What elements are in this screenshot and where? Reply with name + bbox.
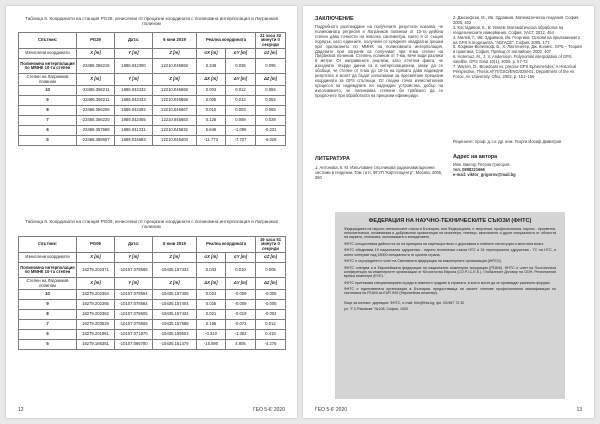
value-cell: 0.005: [197, 95, 226, 105]
table-row: [19, 299, 286, 309]
value-cell: 1888.042432: [115, 85, 153, 95]
value-cell: 0.012: [256, 319, 286, 329]
value-cell: Y [m]: [115, 278, 153, 290]
value-cell: 0.126: [197, 115, 226, 125]
row-label-cell: 7: [19, 115, 77, 125]
value-cell: 0.024: [197, 289, 226, 299]
value-cell: -0.019: [226, 309, 256, 319]
value-cell: Y [m]: [115, 49, 153, 59]
value-cell: -19435.157433: [153, 263, 197, 278]
value-cell: -10107.078564: [115, 299, 153, 309]
value-cell: -10107.078609: [115, 319, 153, 329]
value-cell: Z [m]: [153, 74, 197, 86]
table-row: [19, 125, 286, 135]
value-cell: σY [m]: [226, 49, 256, 59]
value-cell: Z [m]: [153, 253, 197, 263]
literature-list-right: [453, 16, 583, 80]
value-cell: -23486.356206: [77, 105, 115, 115]
row-label-cell: Степен на Лагранжов полином: [19, 278, 77, 290]
value-cell: 16279.202364: [77, 289, 115, 299]
conclusion-text: Подробното разглеждане на получените резултати показва, че полиномната регресия и Лагранжов полином от 10-та дейбна степен дава точности на няколко сантиметра, които я от същия порядък, като единните, получени от средните квадратни грешки при прилагането по ММНК на полиномната интерполация. Дадените при лагранж са получават при 8-ма степен на Лагранжов полином. Степень полином от 7-ма, вече води разлики в метри. От направените анализи, като отчетем факта, че изходните твърди данни са в интерполационни, може да се обобщи, че степен от 6-ма до 10-та на пряката дава надеждни резултати и могат да бъдат използвани за пресмятане прецизни координати за GPS спътници. От гледна точка изчислителния процесса на надеждните на надеждни устройства, добър на използването, че полиномна степени би трябвало да се предпочете при обработката на прецизни ефемериди.: [315, 24, 443, 98]
row-label-cell: Полиномна интерполация по ММНК 10-та степен: [19, 263, 77, 278]
value-cell: 0.025: [197, 299, 226, 309]
row-label-cell: 5: [19, 339, 77, 349]
value-cell: ΔY [m]: [226, 74, 256, 86]
header-cell: Спътник:: [19, 33, 77, 49]
value-cell: 1888.042390: [115, 59, 153, 74]
value-cell: Y [m]: [115, 253, 153, 263]
notice-paragraph: Федерацията на научно-техническите съюзи в България, или Федерацията, е творческа, професионална, научно - просветна, неполитическа, независима и доброволна организация на инженери, техници, икономисти и други специалисти от областта на науката, техниката, икономиката и земеделието.: [344, 226, 556, 240]
left-page: [6, 6, 297, 418]
value-cell: -10107.065780: [115, 339, 153, 349]
value-cell: 0.036: [226, 59, 256, 74]
header-cell: 21 часа 32 минути 0 секунди: [256, 33, 286, 49]
row-label-cell: 7: [19, 319, 77, 329]
table-row: [19, 135, 286, 145]
coordinates-table-pg29: [18, 32, 286, 146]
value-cell: -10107.071970: [115, 329, 153, 339]
row-label-cell: 9: [19, 299, 77, 309]
table-6-caption: Таблица 6. Координати на станция PG09, изчислени от прецизни координати с полиномна интерполация и Лагранжов полином: [25, 219, 278, 230]
value-cell: -6.026: [256, 135, 286, 145]
value-cell: 12210.045632: [153, 125, 197, 135]
table-row: [19, 253, 286, 263]
value-cell: 16279.202371: [77, 263, 115, 278]
notice-contact: Лице за контакт: дирекция: ФНТС, e-mail: fnts@fnts.bg, фн. 02/987 72 30: [344, 300, 465, 305]
value-cell: 0.003: [226, 105, 256, 115]
value-cell: 0.004: [197, 85, 226, 95]
value-cell: X [m]: [77, 74, 115, 86]
value-cell: -0.004: [256, 309, 286, 319]
reference-item: 2. Джозефски, М., Ив. Здравков. Математическа геодезия. София, 2005, 402: [453, 15, 580, 25]
value-cell: -19435.159502: [153, 329, 197, 339]
row-label-cell: 6: [19, 329, 77, 339]
fnts-notice-box: [335, 212, 565, 399]
value-cell: -23486.356220: [77, 115, 115, 125]
value-cell: -0.009: [226, 299, 256, 309]
value-cell: -23486.357569: [77, 125, 115, 135]
value-cell: ΔX [m]: [197, 278, 226, 290]
notice-paragraph: ФНТС обединява 19 национални сдружения - научно-технически съюзи НТС и 34 териториални сдружения - ТС на НТС, в които членуват над 15000 специалисти от цялата страна.: [344, 248, 556, 257]
notice-paragraph: ФНТС членува и в Европейската федерация на национални инженерни асоциации (FEANI), ФНТС е член на Постоянната конференция на инженерните организации от Югоизточна Европа (CO.P.I.C.E.E.), Глобалният Договор на ООН, Регионалния мрежа инженери (EYE).: [344, 265, 556, 279]
value-cell: -19435.161479: [153, 339, 197, 349]
notice-title: ФЕДЕРАЦИЯ НА НАУЧНО-ТЕХНИЧЕСКИТЕ СЪЮЗИ (ФНТС): [368, 218, 532, 224]
value-cell: Z [m]: [153, 49, 197, 59]
value-cell: 0.012: [226, 85, 256, 95]
reference-item: 4. Милев, Г., Ив. Здравков, Ив. Георгиев. Основи на приложението на GPS в геодезията. "АВГАСЕ", София, 2005, 177: [453, 34, 581, 45]
coordinates-table-pg09: [18, 236, 286, 350]
value-cell: 12210.045683: [153, 115, 197, 125]
row-label-cell: Изчислени координати: [19, 253, 77, 263]
value-cell: 0.195: [197, 319, 226, 329]
value-cell: 0.418: [256, 329, 286, 339]
reference-item: 3. Костадинов, К., В. Илиев, Математическа обработка на геодезическите измервания. София, УАСГ, 2012, 464: [453, 24, 564, 35]
value-cell: 0.029: [256, 115, 286, 125]
notice-paragraph: ФНТС е единствената организация в България, предоставяща на своите членове професионални квалификации по системата на FEANI за EUR ING (Европейски инженер).: [344, 287, 556, 296]
value-cell: 16279.202362: [77, 309, 115, 319]
author-address-heading: Адрес на автора: [453, 154, 498, 160]
value-cell: 16279.201961: [77, 329, 115, 339]
table-row: [19, 339, 286, 349]
right-page: [303, 6, 594, 418]
row-label-cell: 6: [19, 125, 77, 135]
header-cell: 19 часа 51 минути 0 секунди: [256, 237, 286, 253]
header-cell: Реална координата: [197, 237, 256, 253]
value-cell: X [m]: [77, 253, 115, 263]
value-cell: 16279.202365: [77, 299, 115, 309]
value-cell: 12210.045667: [153, 105, 197, 115]
value-cell: ΔZ [m]: [256, 74, 286, 86]
value-cell: 0.021: [197, 309, 226, 319]
value-cell: 0.084: [256, 95, 286, 105]
value-cell: 12210.045403: [153, 135, 197, 145]
header-cell: PG09: [77, 237, 115, 253]
row-label-cell: Степен на Лагранжов полином: [19, 74, 77, 86]
table-row: [19, 85, 286, 95]
author-name: Инж. Виктор Петров Григоров: [453, 162, 510, 167]
table-header-row: [19, 237, 286, 253]
value-cell: σY [m]: [226, 253, 256, 263]
notice-paragraph: ФНТС е съучредител и член на Световната федерация на инженерните организации (WFEO).: [344, 259, 502, 264]
value-cell: -0.005: [256, 299, 286, 309]
value-cell: X [m]: [77, 49, 115, 59]
journal-footer-left: ГЕО 5-6' 2020: [252, 407, 285, 413]
value-cell: 12210.045668: [153, 95, 197, 105]
table-row: [19, 289, 286, 299]
table-header-row: [19, 33, 286, 49]
row-label-cell: 9: [19, 95, 77, 105]
table-row: [19, 319, 286, 329]
value-cell: 0.348: [197, 59, 226, 74]
value-cell: 12210.045668: [153, 59, 197, 74]
table-row: [19, 95, 286, 105]
value-cell: -23486.368667: [77, 135, 115, 145]
value-cell: -23486.356211: [77, 85, 115, 95]
table-row: [19, 329, 286, 339]
value-cell: ΔX [m]: [197, 74, 226, 86]
table-row: [19, 59, 286, 74]
literature-heading: ЛИТЕРАТУРА: [315, 156, 350, 162]
value-cell: 0.013: [226, 95, 256, 105]
value-cell: 0.095: [256, 59, 286, 74]
reference-item: 7. Warren, D., Broadcast vs. precise GPS Ephemerides: A Historical Perspective, Thesis AFIT/GSO/ENG/02M-01, Department of the Air Force, Air University, Ohio, 2002, p. 151–156: [453, 64, 577, 79]
value-cell: 12210.045668: [153, 85, 197, 95]
value-cell: -1.392: [226, 329, 256, 339]
row-label-cell: 5: [19, 135, 77, 145]
value-cell: -0.005: [256, 289, 286, 299]
header-cell: Дата:: [115, 237, 153, 253]
row-label-cell: Изчислени координати: [19, 49, 77, 59]
value-cell: σZ [m]: [256, 49, 286, 59]
value-cell: 16279.203529: [77, 319, 115, 329]
value-cell: X [m]: [77, 278, 115, 290]
row-label-cell: 10: [19, 289, 77, 299]
row-label-cell: 8: [19, 105, 77, 115]
table-row: [19, 263, 286, 278]
value-cell: 0.005: [256, 263, 286, 278]
header-cell: 6 юни 2019: [153, 33, 197, 49]
value-cell: 0.010: [197, 105, 226, 115]
value-cell: -19435.157588: [153, 319, 197, 329]
value-cell: -19435.157406: [153, 289, 197, 299]
reference-item: 5. Хофман-Веленхоф, Б., Х. Лихтенегер, Дж. Колинс. GPS – Теория и практика, София, Превод от английски, 2002, 407: [453, 44, 582, 55]
header-cell: Реална координата: [197, 33, 256, 49]
value-cell: 5.646: [197, 125, 226, 135]
value-cell: -10107.078564: [115, 289, 153, 299]
value-cell: 0.084: [256, 85, 286, 95]
page-number-right: 13: [576, 407, 582, 413]
value-cell: ΔY [m]: [226, 278, 256, 290]
literature-list-left: [315, 166, 443, 181]
value-cell: -19435.157434: [153, 309, 197, 319]
value-cell: σZ [m]: [256, 253, 286, 263]
reviewer-note: Рецензент: проф. д.т.н. др. инж. Георги Йосиф Димитров: [453, 139, 562, 144]
table-row: [19, 115, 286, 125]
row-label-cell: Полиномна интерполация по ММНК 10-та степен: [19, 59, 77, 74]
value-cell: Y [m]: [115, 74, 153, 86]
value-cell: -23486.356215: [77, 59, 115, 74]
reference-item: 1. Антонова, К. М. Използване спътникова радионавигационни системи в геодезии. Том I и II, ФГУП "Картгеоцентр", Москва, 2005, 360: [315, 165, 443, 180]
author-email: e-mail: viktor_grigorov@mail.bg: [453, 171, 516, 177]
notice-paragraph: ФНТС осъществява дейността си на принципа на партньорството с държавата и нейните институции и местната власт.: [344, 241, 545, 246]
value-cell: 0.010: [226, 263, 256, 278]
value-cell: 1888.041231: [115, 125, 153, 135]
value-cell: -7.707: [226, 135, 256, 145]
value-cell: σX [m]: [197, 49, 226, 59]
value-cell: -0.310: [197, 329, 226, 339]
value-cell: -15.890: [197, 339, 226, 349]
table-row: [19, 309, 286, 319]
value-cell: ΔZ [m]: [256, 278, 286, 290]
value-cell: -23486.356211: [77, 95, 115, 105]
row-label-cell: 10: [19, 85, 77, 95]
value-cell: -0.009: [226, 289, 256, 299]
table-row: [19, 74, 286, 86]
reference-item: 6. Horemuz, M., J. V. Andersson. Polynomial interpolation of GPS satellite, GPS Solut 10(1), 2006, p. 67-72: [453, 54, 572, 65]
value-cell: -11.773: [197, 135, 226, 145]
value-cell: 4.805: [226, 339, 256, 349]
value-cell: -0.072: [226, 319, 256, 329]
notice-paragraph: ФНТС притежава специализирани сгради в повечето градове в страната, в които могат да се провеждат различни форуми.: [344, 280, 551, 285]
header-cell: PG29: [77, 33, 115, 49]
table-row: [19, 278, 286, 290]
conclusion-heading: ЗАКЛЮЧЕНИЕ: [315, 16, 354, 22]
journal-footer-right: ГЕО 5-6' 2020: [315, 407, 348, 413]
value-cell: -4.276: [256, 339, 286, 349]
value-cell: 1888.042433: [115, 95, 153, 105]
table-row: [19, 49, 286, 59]
value-cell: -10107.078566: [115, 263, 153, 278]
value-cell: 1888.042392: [115, 105, 153, 115]
value-cell: 1888.034683: [115, 135, 153, 145]
page-number-left: 12: [18, 407, 24, 413]
value-cell: σX [m]: [197, 253, 226, 263]
value-cell: 0.069: [226, 115, 256, 125]
table-row: [19, 105, 286, 115]
value-cell: 1888.042455: [115, 115, 153, 125]
header-cell: Спътник:: [19, 237, 77, 253]
header-cell: Дата:: [115, 33, 153, 49]
row-label-cell: 8: [19, 309, 77, 319]
value-cell: Z [m]: [153, 278, 197, 290]
value-cell: 0.083: [256, 105, 286, 115]
notice-address: ул. "Г.С.Раковски" №108, София, 1000: [344, 307, 408, 312]
value-cell: 0.043: [197, 263, 226, 278]
value-cell: -19435.157404: [153, 299, 197, 309]
value-cell: 16279.186361: [77, 339, 115, 349]
value-cell: -0.231: [256, 125, 286, 135]
value-cell: -10107.078605: [115, 309, 153, 319]
author-phone: тел. 0898221666: [453, 166, 485, 172]
value-cell: -1.096: [226, 125, 256, 135]
table-5-caption: Таблица 5. Координати на станция PG29, изчислени от прецизни координати с полиномна интерполация и Лагранжов полином: [25, 16, 278, 27]
author-address: [453, 163, 583, 178]
header-cell: 6 юни 2019: [153, 237, 197, 253]
